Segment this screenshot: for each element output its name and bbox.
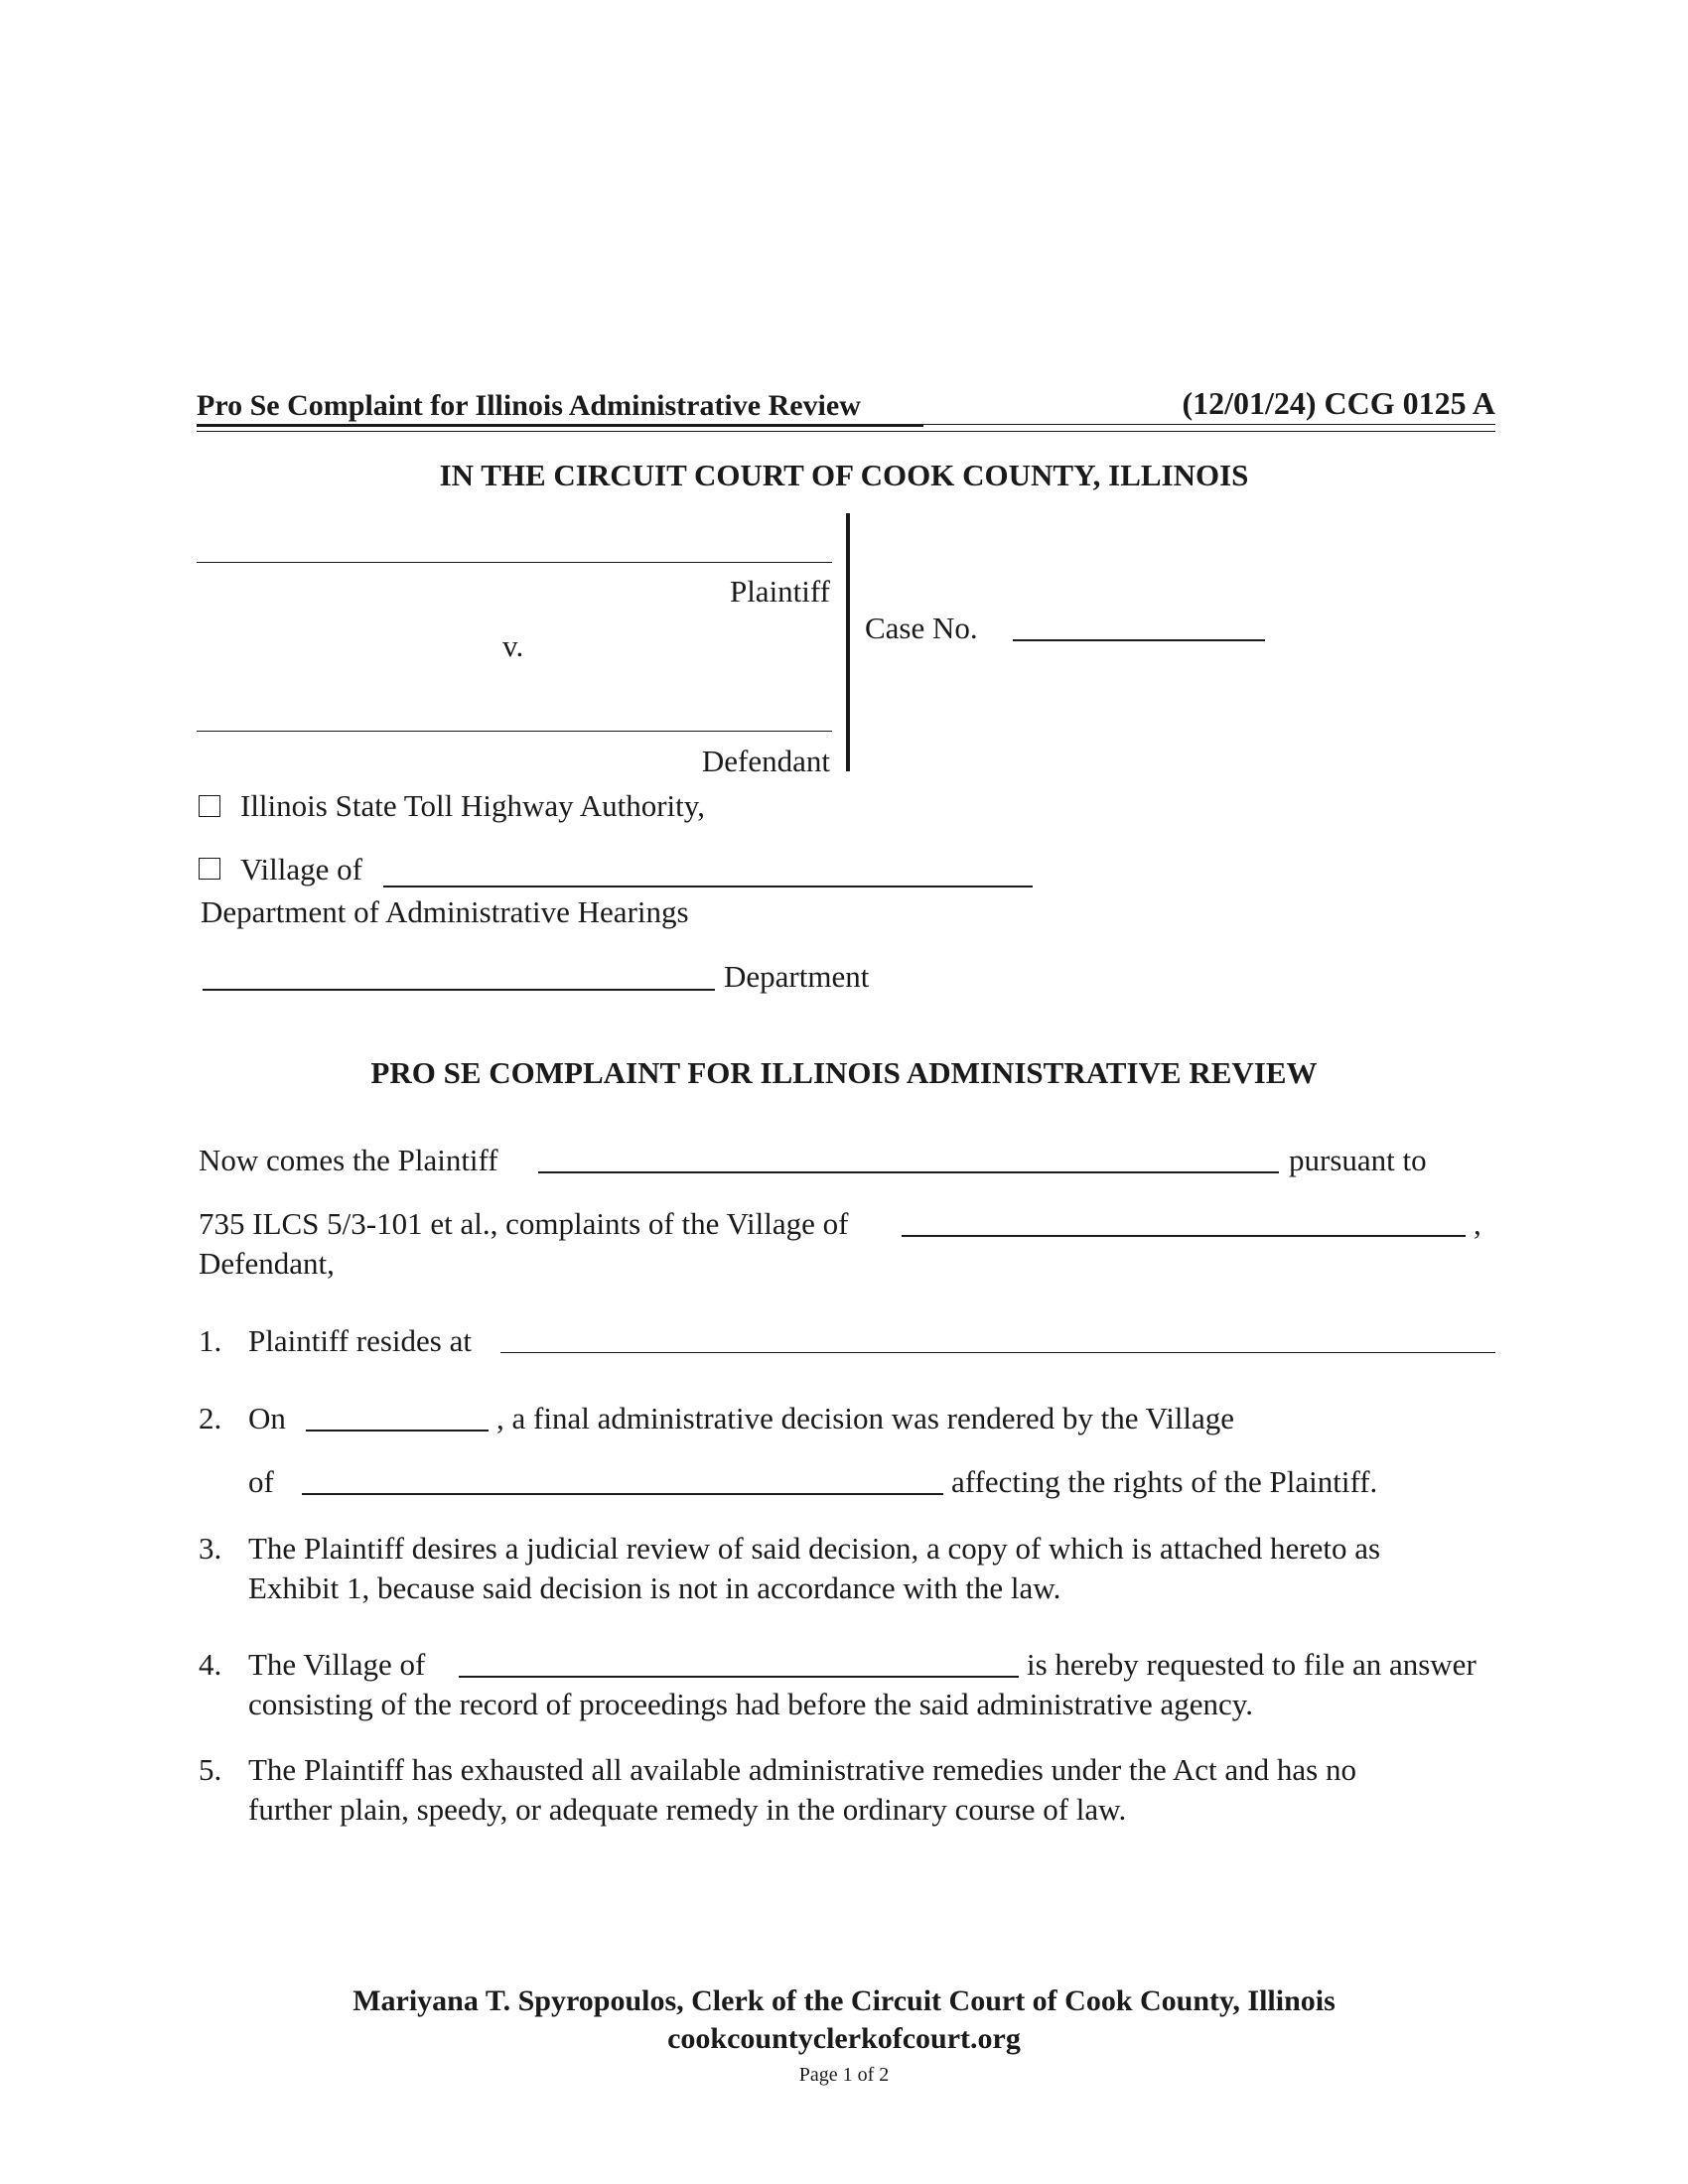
- plaintiff-name-line[interactable]: [197, 562, 832, 563]
- form-title-underline: [197, 425, 923, 427]
- defendant-name-line[interactable]: [197, 731, 832, 732]
- plaintiff-field[interactable]: [538, 1171, 1279, 1173]
- item-4-line-2: consisting of the record of proceedings had before the said administrative agency.: [248, 1687, 1254, 1721]
- caption-divider: [846, 513, 850, 771]
- item-1-number: 1.: [199, 1323, 222, 1358]
- village-label: Village of: [240, 852, 362, 887]
- footer-clerk: Mariyana T. Spyropoulos, Clerk of the Circuit Court of Cook County, Illinois: [352, 1984, 1336, 2017]
- intro-comma: ,: [1474, 1206, 1481, 1241]
- item-4-village-field[interactable]: [459, 1676, 1019, 1678]
- item-4-start-text: The Village of: [248, 1647, 426, 1682]
- footer-page-number: Page 1 of 2: [798, 2064, 890, 2086]
- case-no-label: Case No.: [865, 611, 978, 645]
- footer-website[interactable]: cookcountyclerkofcourt.org: [667, 2022, 1021, 2055]
- header-rule-bottom: [197, 431, 1495, 432]
- village-name-field[interactable]: [383, 886, 1033, 887]
- plaintiff-label: Plaintiff: [729, 574, 830, 609]
- department-name-field[interactable]: [203, 989, 715, 991]
- versus-text: v.: [502, 628, 524, 663]
- header-rule-top: [197, 424, 1495, 425]
- item-4-number: 4.: [199, 1647, 222, 1682]
- item-2-number: 2.: [199, 1401, 222, 1435]
- intro-plaintiff-text: Now comes the Plaintiff: [199, 1143, 498, 1177]
- item-5-line-2: further plain, speedy, or adequate remedy in the ordinary course of law.: [248, 1792, 1127, 1827]
- case-no-field[interactable]: [1013, 639, 1265, 641]
- decision-date-field[interactable]: [306, 1430, 489, 1432]
- form-title: Pro Se Complaint for Illinois Administrative Review: [197, 389, 861, 422]
- item-2-village-field[interactable]: [302, 1493, 943, 1495]
- village-checkbox[interactable]: [199, 858, 220, 880]
- item-2-end-text: affecting the rights of the Plaintiff.: [951, 1464, 1378, 1499]
- item-2-on-text: On: [248, 1401, 286, 1435]
- item-3-line-1: The Plaintiff desires a judicial review of said decision, a copy of which is attached hereto as: [248, 1531, 1381, 1566]
- defendant-label: Defendant: [701, 744, 830, 778]
- item-3-line-2: Exhibit 1, because said decision is not in accordance with the law.: [248, 1570, 1061, 1605]
- form-number: (12/01/24) CCG 0125 A: [1182, 385, 1495, 421]
- department-label: Department: [724, 959, 870, 994]
- department-admin-hearings: Department of Administrative Hearings: [201, 894, 689, 929]
- item-2-of-text: of: [248, 1464, 274, 1499]
- residence-field[interactable]: [500, 1352, 1495, 1353]
- toll-authority-checkbox[interactable]: [199, 795, 220, 817]
- complaint-title: PRO SE COMPLAINT FOR ILLINOIS ADMINISTRATIVE REVIEW: [370, 1055, 1318, 1090]
- item-1-text: Plaintiff resides at: [248, 1323, 472, 1358]
- item-5-line-1: The Plaintiff has exhausted all available administrative remedies under the Act and has no: [248, 1752, 1356, 1787]
- item-5-number: 5.: [199, 1752, 222, 1787]
- item-4-end-text: is hereby requested to file an answer: [1027, 1647, 1477, 1682]
- court-title: IN THE CIRCUIT COURT OF COOK COUNTY, ILLINOIS: [439, 458, 1249, 492]
- intro-pursuant-text: pursuant to: [1289, 1143, 1427, 1177]
- toll-authority-label: Illinois State Toll Highway Authority,: [240, 788, 705, 823]
- item-3-number: 3.: [199, 1531, 222, 1566]
- intro-statute-text: 735 ILCS 5/3-101 et al., complaints of the Village of: [199, 1206, 849, 1241]
- intro-village-field[interactable]: [902, 1235, 1466, 1237]
- intro-defendant-text: Defendant,: [199, 1246, 335, 1281]
- item-2-text: , a final administrative decision was rendered by the Village: [496, 1401, 1235, 1435]
